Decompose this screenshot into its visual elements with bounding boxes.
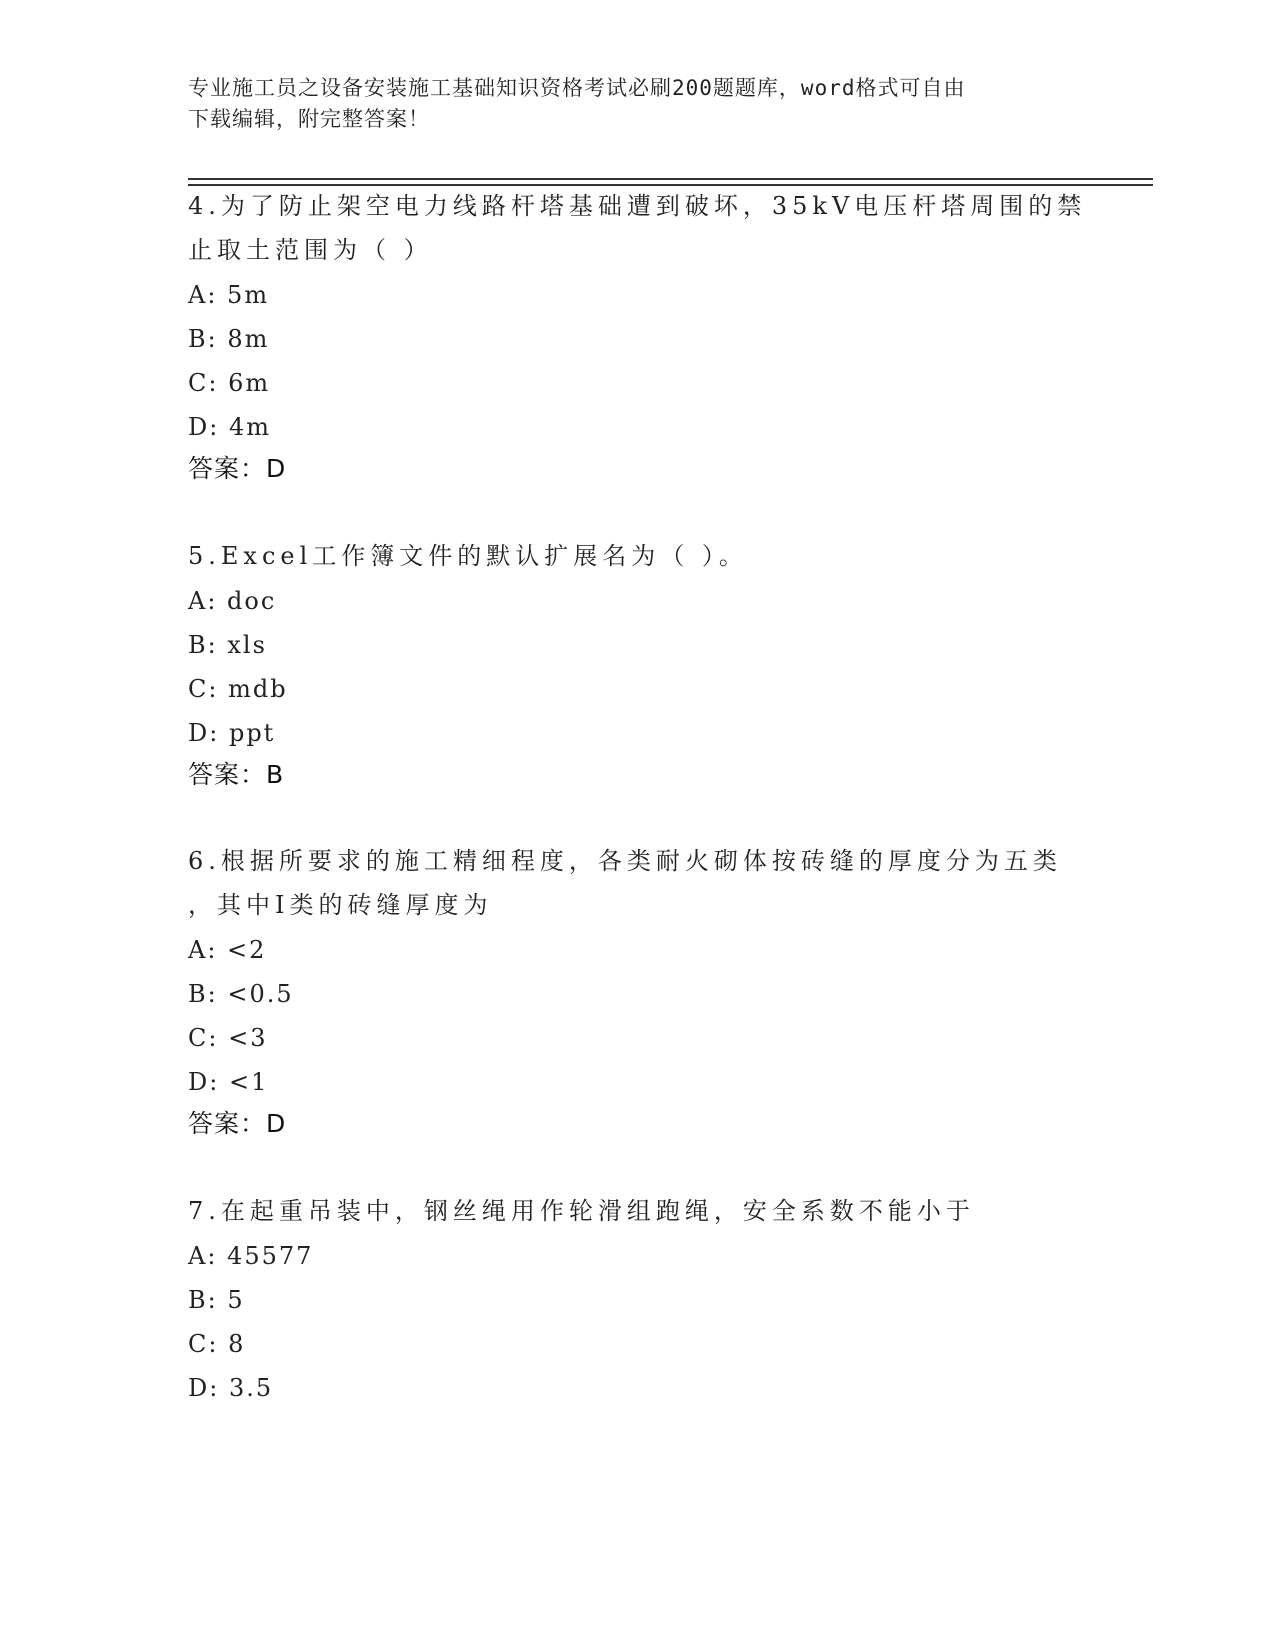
question-7-stem-line-1: 7.在起重吊装中，钢丝绳用作轮滑组跑绳，安全系数不能小于 (188, 1197, 975, 1225)
question-6-option-d: D: <1 (188, 1068, 269, 1096)
question-6-answer: 答案：D (188, 1109, 287, 1138)
question-5-stem-line-1: 5.Excel工作簿文件的默认扩展名为（ ）。 (188, 542, 748, 570)
question-7-option-a: A: 45577 (188, 1242, 314, 1270)
question-6-stem-line-2: ，其中I类的砖缝厚度为 (188, 891, 493, 919)
question-5-option-b: B: xls (188, 631, 267, 659)
question-5-answer: 答案：B (188, 760, 285, 789)
question-5-option-d: D: ppt (188, 719, 276, 747)
header-line-2: 下载编辑，附完整答案！ (188, 107, 430, 131)
question-7-option-b: B: 5 (188, 1286, 245, 1314)
document-header (188, 73, 1068, 135)
question-4-answer: 答案：D (188, 454, 287, 483)
question-7-option-c: C: 8 (188, 1330, 246, 1358)
header-line-1: 专业施工员之设备安装施工基础知识资格考试必刷200题题库，word格式可自由 (188, 76, 966, 100)
question-4-option-a: A: 5m (188, 281, 270, 309)
header-divider-top (188, 178, 1153, 180)
question-4-option-d: D: 4m (188, 413, 271, 441)
question-6-option-a: A: <2 (188, 936, 267, 964)
question-6-option-c: C: <3 (188, 1024, 268, 1052)
question-5-option-c: C: mdb (188, 675, 288, 703)
question-4-stem-line-2: 止取土范围为（ ） (188, 236, 433, 264)
question-4-stem-line-1: 4.为了防止架空电力线路杆塔基础遭到破坏，35kV电压杆塔周围的禁 (188, 192, 1087, 220)
question-7-option-d: D: 3.5 (188, 1374, 274, 1402)
question-5-option-a: A: doc (188, 587, 277, 615)
question-4-option-c: C: 6m (188, 369, 271, 397)
header-divider-bottom (188, 184, 1153, 186)
question-6-stem-line-1: 6.根据所要求的施工精细程度，各类耐火砌体按砖缝的厚度分为五类 (188, 847, 1062, 875)
question-4-option-b: B: 8m (188, 325, 270, 353)
question-6-option-b: B: <0.5 (188, 980, 294, 1008)
